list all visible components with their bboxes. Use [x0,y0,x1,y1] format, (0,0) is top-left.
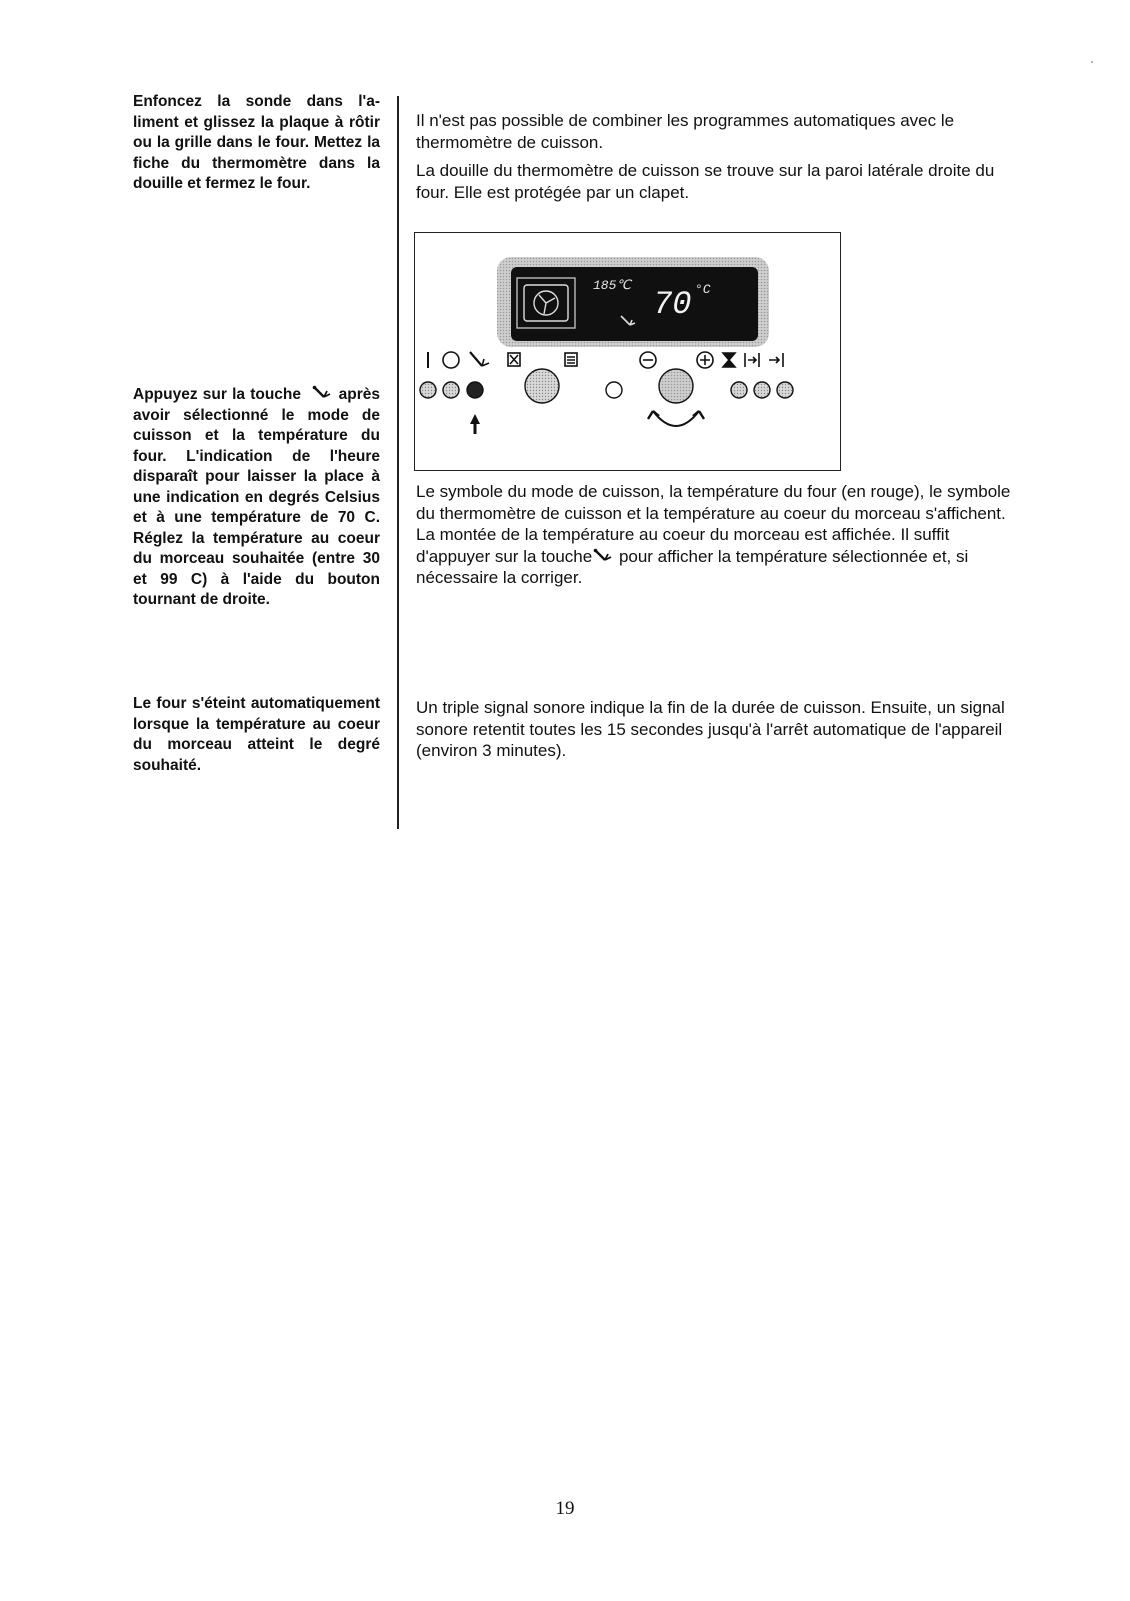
button-mid [606,382,622,398]
thermometer-icon [311,385,333,401]
scan-speck [1091,61,1093,63]
left-rotary-knob [525,369,559,403]
left-column-3 [133,694,380,776]
button-timer-1 [731,382,747,398]
core-temp-readout: 70 [653,286,692,323]
arrow-up-icon [470,414,480,434]
right-para-display-info-end: pour afficher la température sélectionnée et, si nécessaire la corriger. [416,546,969,587]
button-timer-3 [777,382,793,398]
button-timer-2 [754,382,770,398]
right-para-3-wrap [416,481,1021,589]
button-2 [443,382,459,398]
left-block-auto-off: Le four s'éteint automatiquement lorsque la température au coeur du morceau atteint le degré souhaité. [133,695,380,774]
control-panel-illustration [414,232,841,471]
rotate-arrows-icon [648,411,704,426]
right-para-display-info [416,481,1021,589]
right-rotary-knob [659,369,693,403]
thermometer-inline-icon [592,548,614,564]
left-column-2 [133,385,380,611]
panel-symbol-row [428,352,783,368]
left-column [133,92,380,195]
page-number: 19 [555,1498,575,1519]
button-thermometer [467,382,483,398]
left-block-insert-probe: Enfoncez la sonde dans l'a-liment et glissez la plaque à rôtir ou la grille dans le four. Mettez la fiche du thermomètre dans la douille et fermez le four. [133,93,380,192]
left-block-press-key [133,385,380,611]
right-para-signal: Un triple signal sonore indique la fin de la durée de cuisson. Ensuite, un signal sonore retentit toutes les 15 secondes jusqu'à l'arrêt automatique de l'appareil (environ 3 minutes). [416,698,1005,760]
oven-temp-readout: 185℃ [593,278,632,293]
panel-knob-row [420,369,793,403]
control-panel-drawing [415,233,842,472]
thermometer-symbol [470,352,489,366]
button-1 [420,382,436,398]
column-divider [397,96,399,829]
display-screen [497,257,769,347]
left-block-press-key-start: Appuyez sur la touche [133,386,302,403]
core-temp-unit: °C [695,282,711,297]
right-para-no-combine: Il n'est pas possible de combiner les programmes automatiques avec le thermomètre de cuisson. [416,111,955,152]
left-block-press-key-rest: après avoir sélectionné le mode de cuisson et la température du four. L'indication de l'heure disparaît pour laisser la place à une indication en degrés Celsius et à une température de 70 C. Réglez la température au coeur du morceau souhaitée (entre 30 et 99 C) à l'aide du bouton tournant de droite. [133,386,380,608]
right-para-1-wrap [416,110,1021,153]
right-para-4-wrap [416,697,1021,762]
right-para-2-wrap [416,160,1021,203]
right-para-display-info-start: Le symbole du mode de cuisson, la température du four (en rouge), le symbole du thermomètre de cuisson et la température au coeur du morceau s'affichent. La montée de la température au coeur du morceau est affichée. Il suffit d'appuyer sur la touche [416,482,1011,566]
right-para-socket: La douille du thermomètre de cuisson se trouve sur la paroi latérale droite du four. Elle est protégée par un clapet. [416,161,995,202]
